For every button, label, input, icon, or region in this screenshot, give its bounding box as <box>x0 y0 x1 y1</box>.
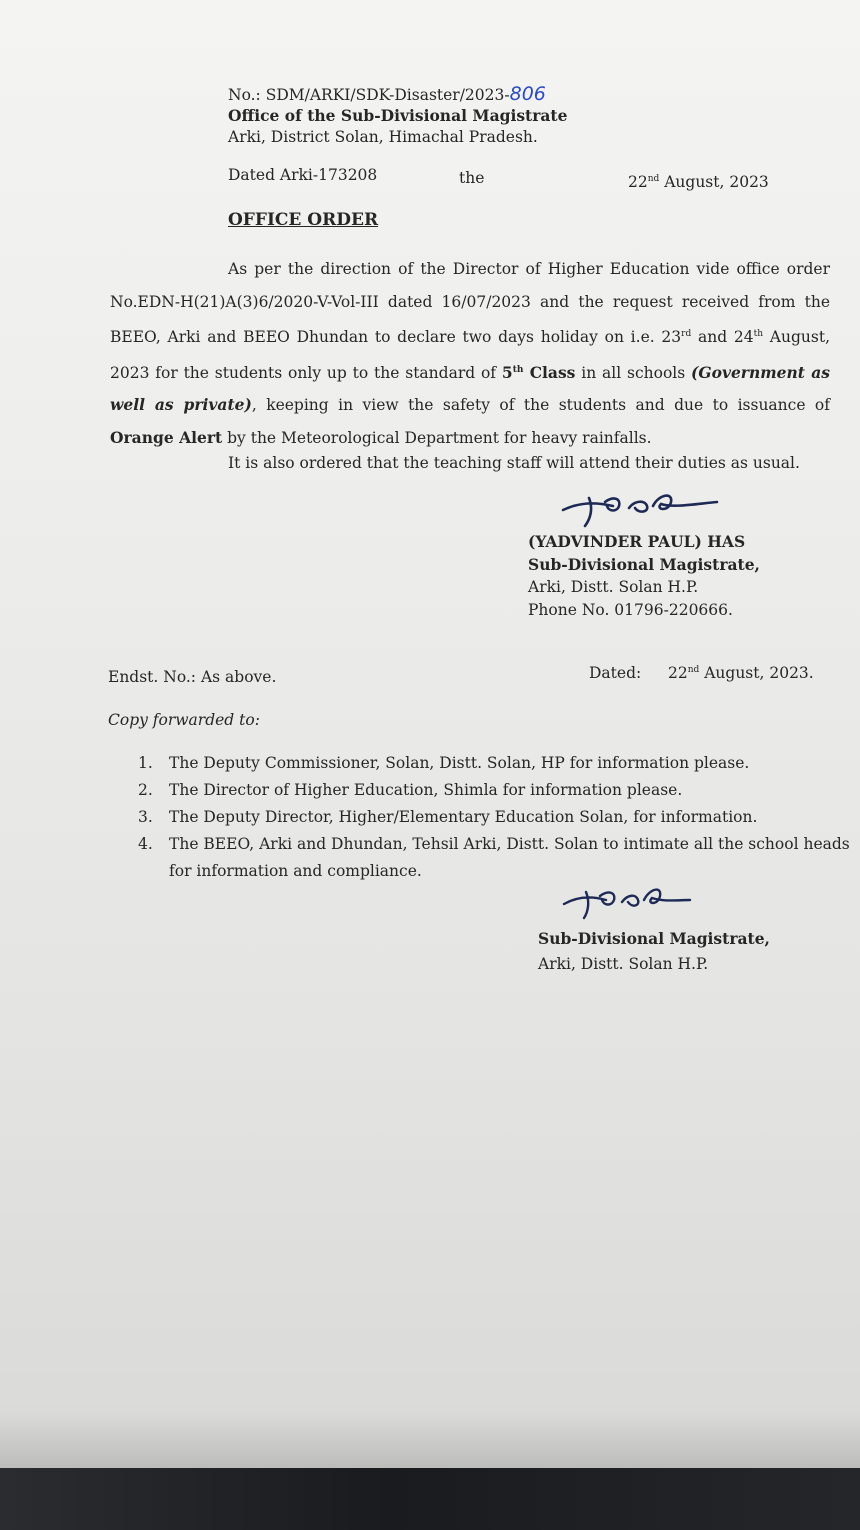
signatory-phone: Phone No. 01796-220666. <box>528 601 733 619</box>
reference-prefix: No.: SDM/ARKI/SDK-Disaster/2023- <box>228 86 510 104</box>
list-item: 2. The Director of Higher Education, Shimla for information please. <box>138 781 683 799</box>
list-item: 3. The Deputy Director, Higher/Elementary Education Solan, for information. <box>138 808 758 826</box>
office-line: Office of the Sub-Divisional Magistrate <box>228 106 568 125</box>
copy-forwarded-label: Copy forwarded to: <box>108 711 260 729</box>
signatory-designation: Sub-Divisional Magistrate, <box>528 555 760 574</box>
signature-image-2 <box>558 882 698 924</box>
dated-date: 22nd August, 2023 <box>628 173 769 191</box>
list-item: 1. The Deputy Commissioner, Solan, Distt. Solan, HP for information please. <box>138 754 750 772</box>
paper-shadow <box>0 1412 860 1468</box>
order-paragraph-2: It is also ordered that the teaching staff will attend their duties as usual. <box>228 454 800 472</box>
endorsement-number: Endst. No.: As above. <box>108 668 277 686</box>
dated-place: Dated Arki-173208 <box>228 166 378 184</box>
endorsement-dated-label: Dated: <box>589 664 642 682</box>
footer-signatory-designation: Sub-Divisional Magistrate, <box>538 929 770 948</box>
desk-surface <box>0 1468 860 1530</box>
address-line: Arki, District Solan, Himachal Pradesh. <box>228 128 538 146</box>
order-title: OFFICE ORDER <box>228 210 379 230</box>
list-item: 4. The BEEO, Arki and Dhundan, Tehsil Arki, Distt. Solan to intimate all the school heads for information and compliance. <box>138 835 850 880</box>
footer-signatory-place: Arki, Distt. Solan H.P. <box>538 955 709 973</box>
reference-number <box>228 83 546 105</box>
handwritten-number: 806 <box>509 83 546 105</box>
endorsement-date: 22nd August, 2023. <box>668 664 814 682</box>
signature-image <box>555 488 725 533</box>
copy-list <box>138 750 858 885</box>
signatory-place: Arki, Distt. Solan H.P. <box>528 578 699 596</box>
dated-the: the <box>459 169 485 187</box>
signatory-name: (YADVINDER PAUL) HAS <box>528 532 746 551</box>
order-paragraph-1: As per the direction of the Director of Higher Education vide office order No.EDN-H(21)A(3)6/2020-V-Vol-III dated 16/07/2023 and the request received from the BEEO, Arki and BEEO Dhundan to declare two days holiday on i.e. 23rd and 24th August, 2023 for the students only up to the standard of 5th Class in all schools (Government as well as private), keeping in view the safety of the students and due to issuance of Orange Alert by the Meteorological Department for heavy rainfalls. <box>110 260 831 447</box>
